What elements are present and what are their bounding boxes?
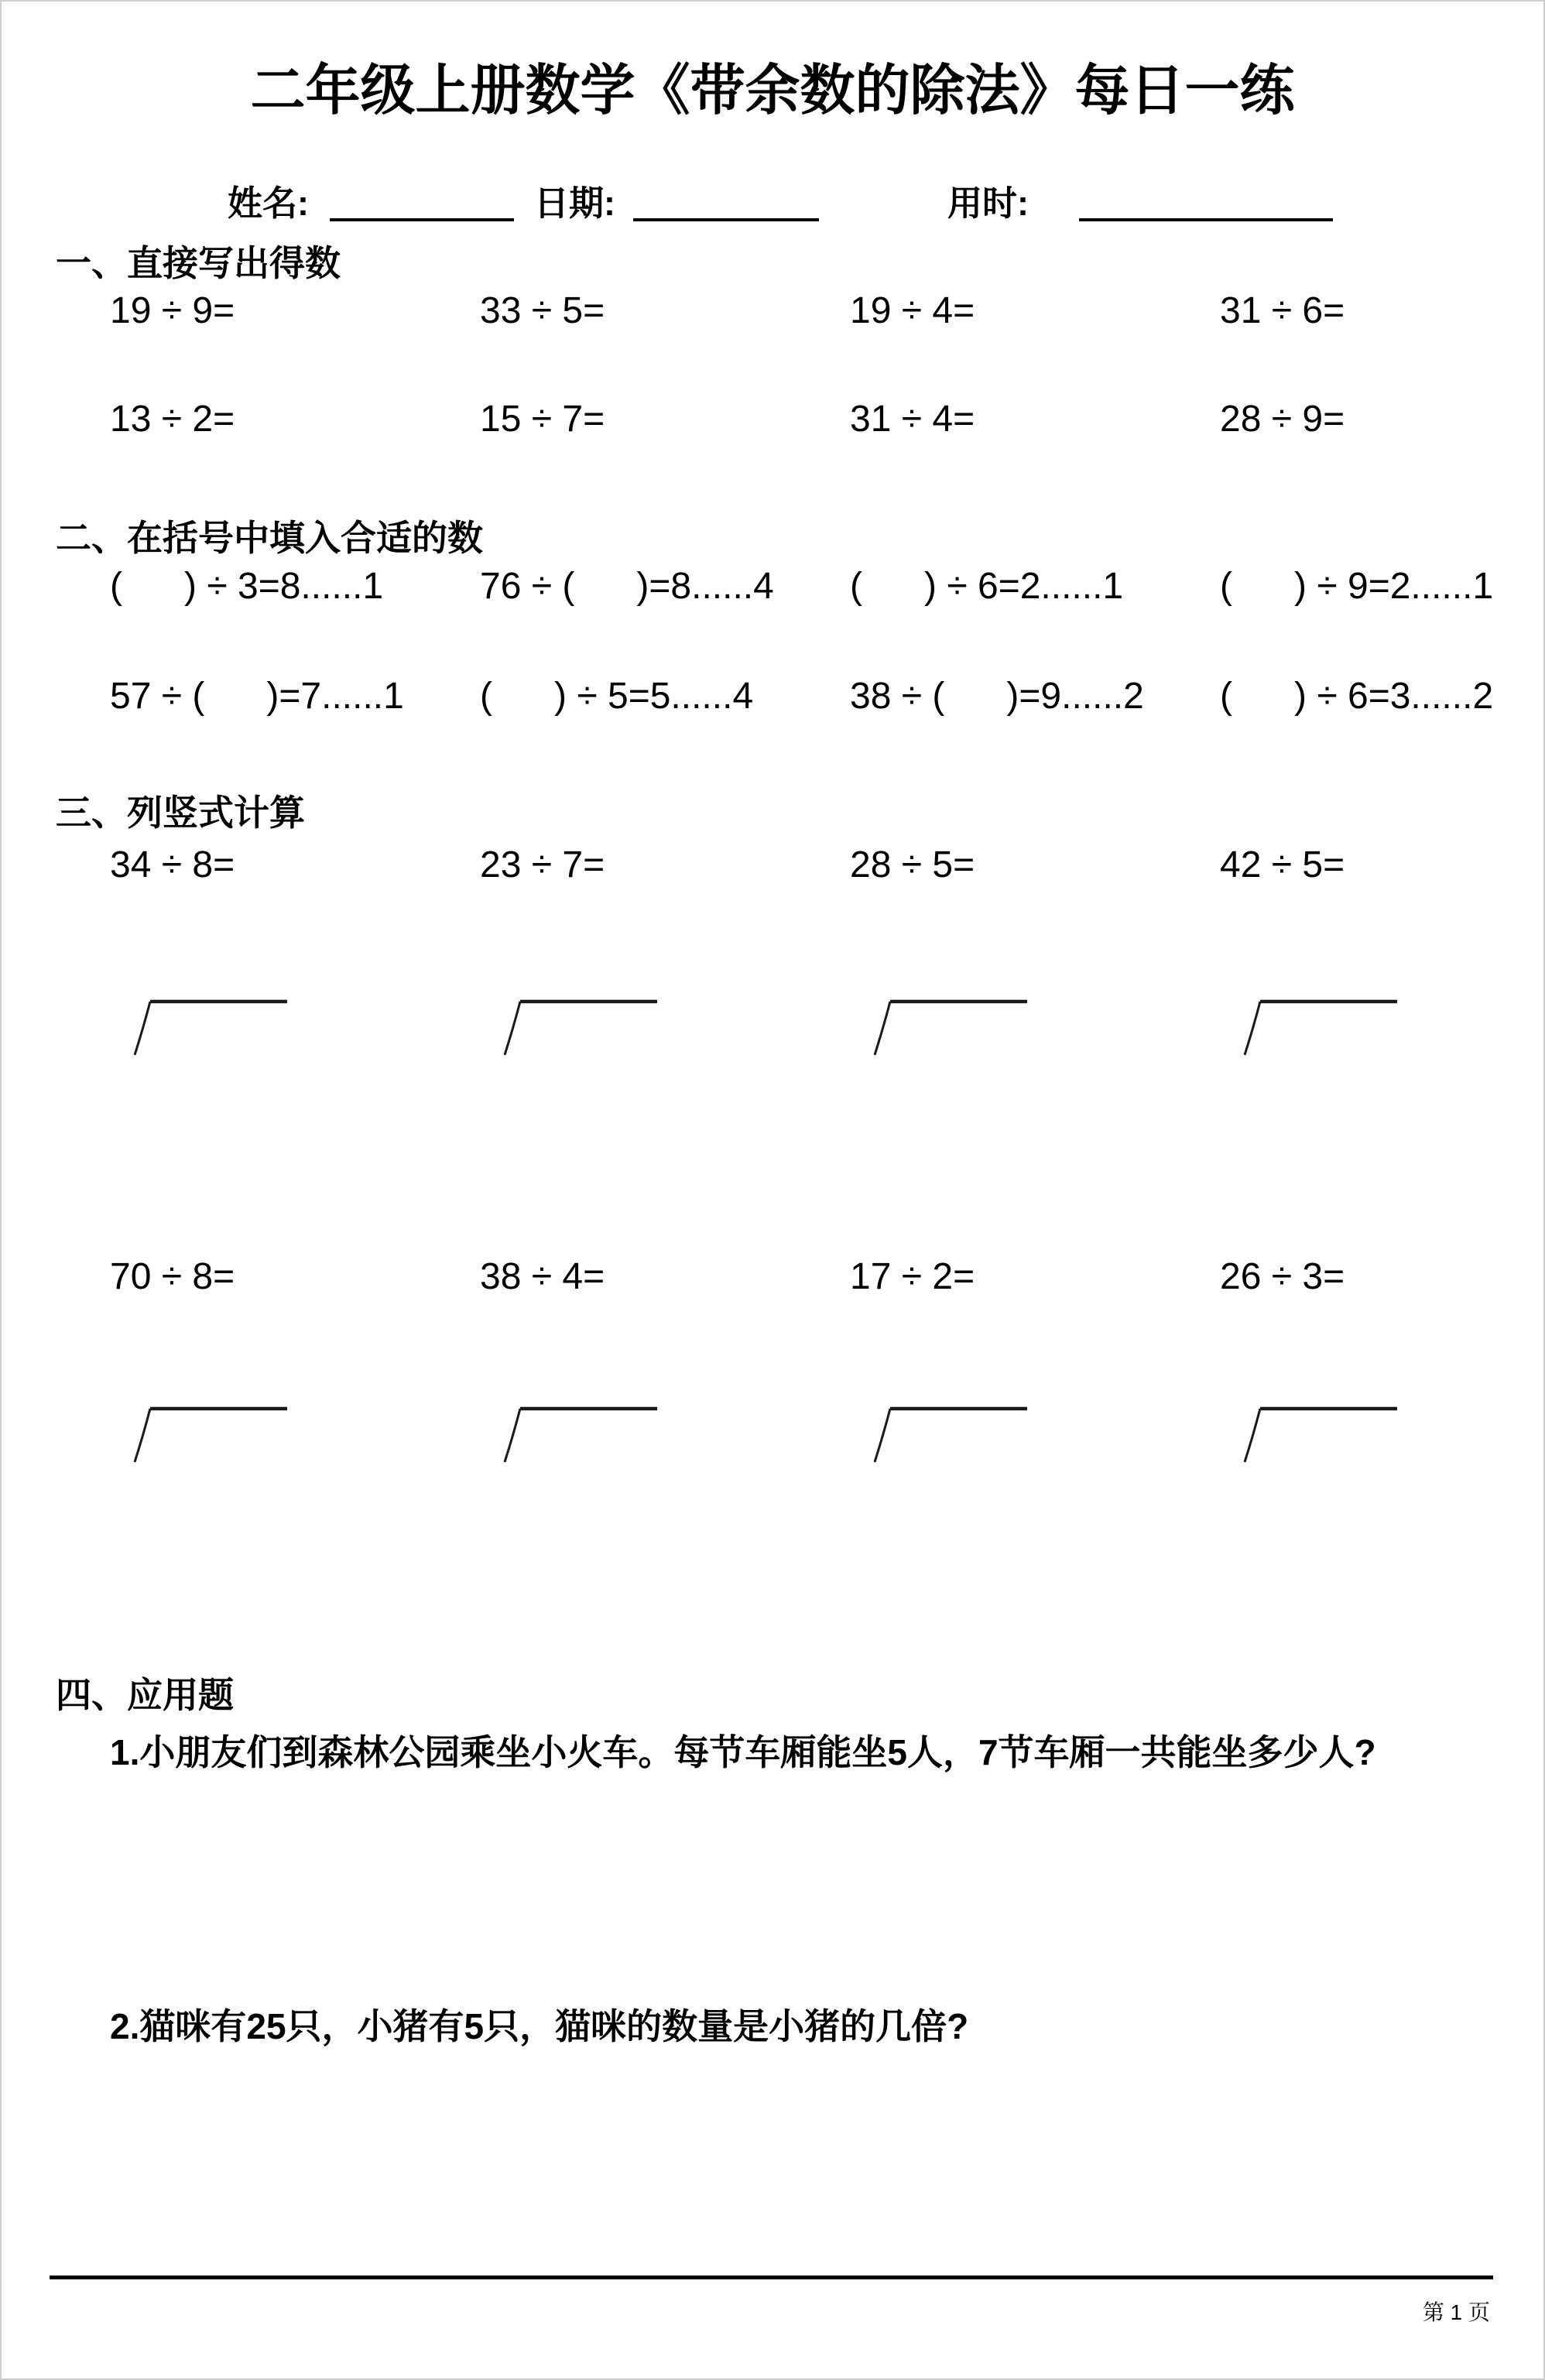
division-problem: 15 ÷ 7= — [480, 399, 605, 440]
page-number: 第 1 页 — [1422, 2300, 1490, 2324]
division-problem: 19 ÷ 4= — [850, 290, 975, 331]
date-blank-line — [633, 186, 819, 221]
division-problem: 28 ÷ 5= — [850, 844, 975, 885]
division-problem: 19 ÷ 9= — [110, 290, 235, 331]
division-problem: 26 ÷ 3= — [1220, 1256, 1345, 1297]
long-division-bracket — [872, 1405, 1030, 1465]
division-problem: 23 ÷ 7= — [480, 844, 605, 885]
word-problem-1: 1.小朋友们到森林公园乘坐小火车。每节车厢能坐5人，7节车厢一共能坐多少人? — [110, 1732, 1376, 1772]
word-problem-2: 2.猫咪有25只，小猪有5只，猫咪的数量是小猪的几倍? — [110, 2006, 969, 2046]
long-division-bracket — [1242, 1405, 1400, 1465]
division-problem: 13 ÷ 2= — [110, 399, 235, 440]
duration-blank-line — [1079, 186, 1333, 221]
section-2-row-1 — [110, 565, 1545, 608]
fill-bracket-problem: 57 ÷ ( )=7......1 — [110, 676, 404, 717]
fill-bracket-problem: ( ) ÷ 3=8......1 — [110, 566, 384, 607]
section-2-row-2 — [110, 675, 1545, 717]
division-problem: 42 ÷ 5= — [1220, 844, 1345, 885]
division-problem: 28 ÷ 9= — [1220, 399, 1345, 440]
fill-bracket-problem: 38 ÷ ( )=9......2 — [850, 676, 1144, 717]
fill-bracket-problem: 76 ÷ ( )=8......4 — [480, 566, 774, 607]
fill-bracket-problem: ( ) ÷ 5=5......4 — [480, 676, 754, 717]
student-info-row — [2, 175, 1543, 229]
division-problem: 34 ÷ 8= — [110, 844, 235, 885]
division-problem: 31 ÷ 4= — [850, 399, 975, 440]
section-1-row-1 — [110, 289, 1545, 332]
section-3-row-1 — [110, 844, 1545, 886]
fill-bracket-problem: ( ) ÷ 9=2......1 — [1220, 566, 1494, 607]
division-problem: 38 ÷ 4= — [480, 1256, 605, 1297]
worksheet-title: 二年级上册数学《带余数的除法》每日一练 — [250, 60, 1295, 122]
footer-divider-line — [50, 2276, 1493, 2279]
section-1-row-2 — [110, 398, 1545, 440]
division-problem: 33 ÷ 5= — [480, 290, 605, 331]
long-division-bracket — [132, 998, 290, 1058]
fill-bracket-problem: ( ) ÷ 6=3......2 — [1220, 676, 1494, 717]
division-problem: 31 ÷ 6= — [1220, 290, 1345, 331]
division-problem: 70 ÷ 8= — [110, 1256, 235, 1297]
section-1-heading: 一、直接写出得数 — [56, 243, 341, 283]
long-division-bracket — [872, 998, 1030, 1058]
section-3-row-2 — [110, 1255, 1545, 1298]
section-3-heading: 三、列竖式计算 — [56, 793, 305, 833]
name-blank-line — [330, 186, 514, 221]
section-4-heading: 四、应用题 — [56, 1675, 234, 1715]
division-problem: 17 ÷ 2= — [850, 1256, 975, 1297]
name-label: 姓名: — [228, 183, 309, 223]
section-2-heading: 二、在括号中填入合适的数 — [56, 518, 483, 558]
long-division-bracket — [1242, 998, 1400, 1058]
long-division-bracket — [132, 1405, 290, 1465]
long-division-bracket — [502, 998, 660, 1058]
long-division-bracket — [502, 1405, 660, 1465]
duration-label: 用时: — [947, 183, 1029, 223]
date-label: 日期: — [534, 183, 615, 223]
fill-bracket-problem: ( ) ÷ 6=2......1 — [850, 566, 1124, 607]
